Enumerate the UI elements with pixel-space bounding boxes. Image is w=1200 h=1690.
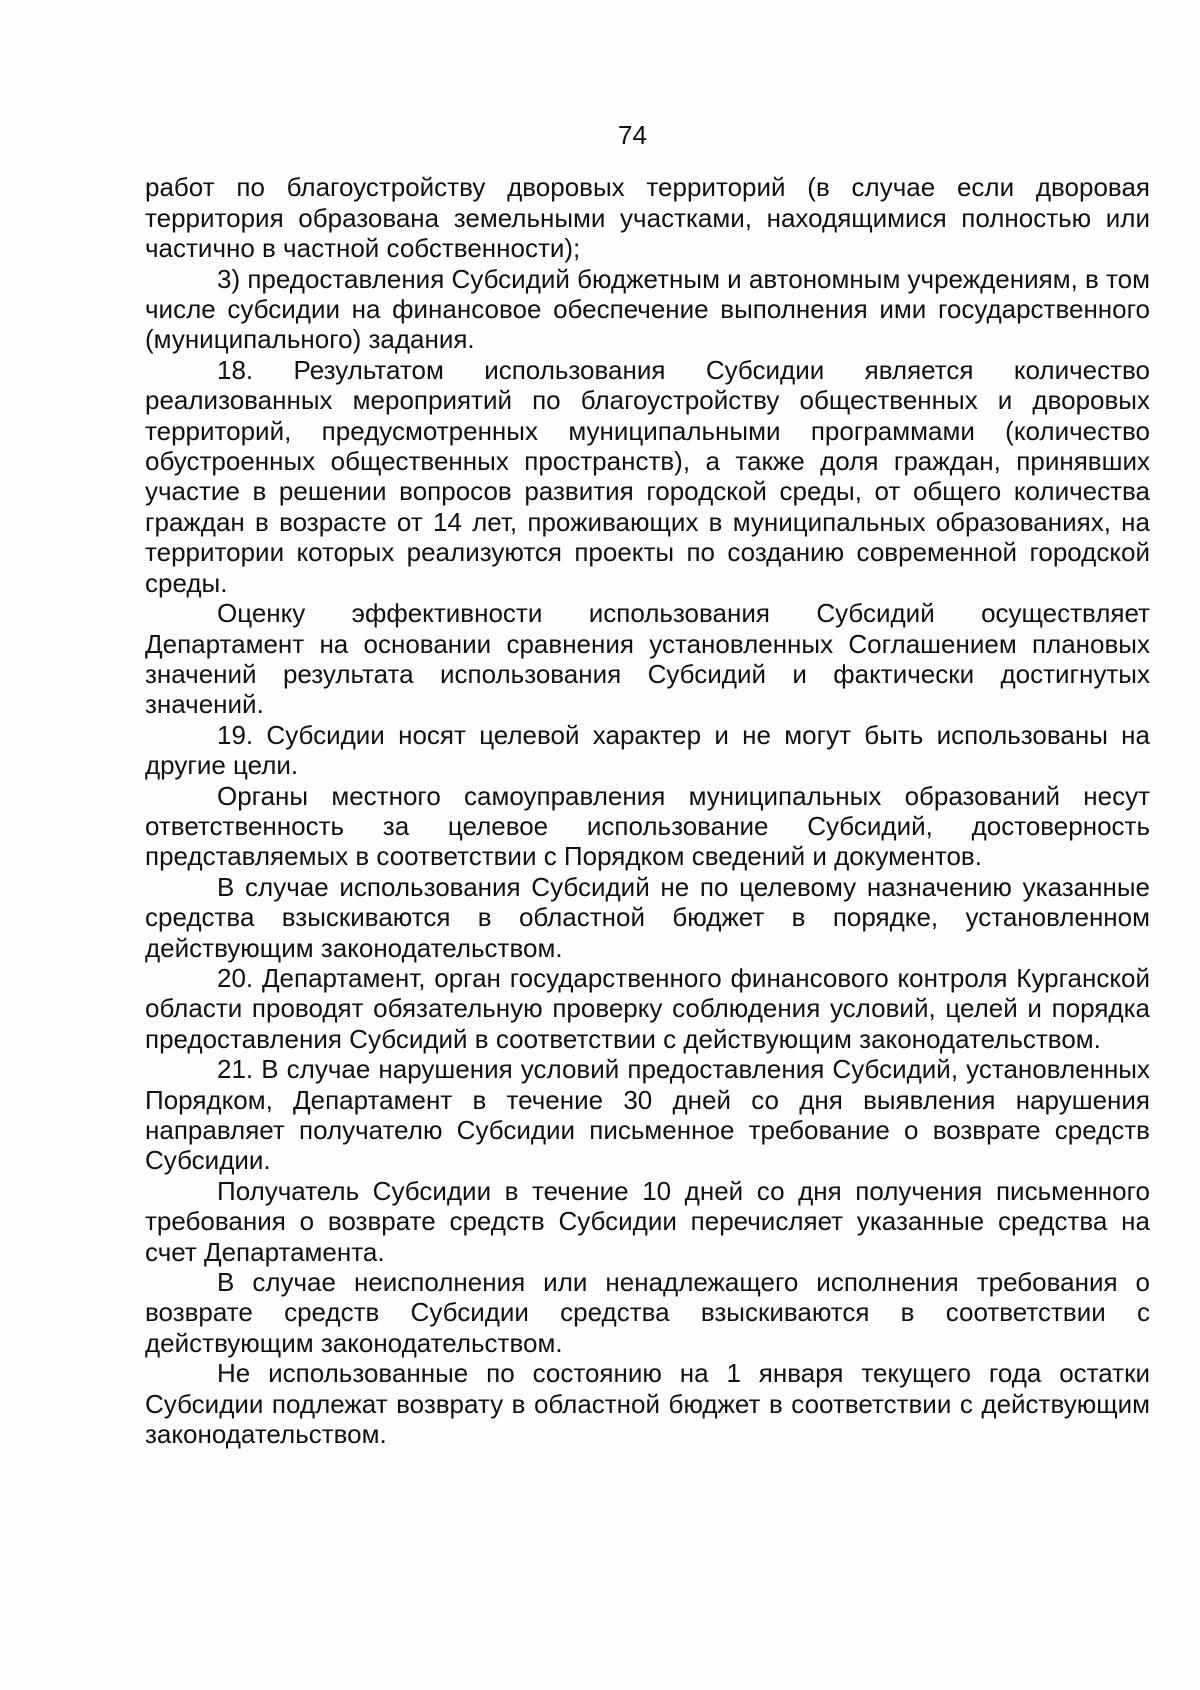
paragraph-evaluation: Оценку эффективности использования Субсидий осуществляет Департамент на основании сравнения установленных Соглашением плановых значений результата использования Субсидий и фактически достигнутых значений.	[145, 598, 1150, 720]
paragraph-unused-balances: Не использованные по состоянию на 1 января текущего года остатки Субсидии подлежат возврату в областной бюджет в соответствии с действующим законодательством.	[145, 1358, 1150, 1450]
paragraph-responsibility: Органы местного самоуправления муниципальных образований несут ответственность за целевое использование Субсидий, достоверность представляемых в соответствии с Порядком сведений и документов.	[145, 780, 1150, 872]
paragraph-18: 18. Результатом использования Субсидии является количество реализованных мероприятий по благоустройству общественных и дворовых территорий, предусмотренных муниципальными программами (количество обустроенных общественных пространств), а также доля граждан, принявших участие в решении вопросов развития городской среды, от общего количества граждан в возрасте от 14 лет, проживающих в муниципальных образованиях, на территории которых реализуются проекты по созданию современной городской среды.	[145, 354, 1150, 598]
page-number: 74	[618, 120, 647, 150]
paragraph-refund: Получатель Субсидии в течение 10 дней со дня получения письменного требования о возврате средств Субсидии перечисляет указанные средства на счет Департамента.	[145, 1175, 1150, 1267]
paragraph-21: 21. В случае нарушения условий предоставления Субсидий, установленных Порядком, Департамент в течение 30 дней со дня выявления нарушения направляет получателю Субсидии письменное требование о возврате средств Субсидии.	[145, 1054, 1150, 1176]
paragraph-20: 20. Департамент, орган государственного финансового контроля Курганской области проводят обязательную проверку соблюдения условий, целей и порядка предоставления Субсидий в соответствии с действующим законодательством.	[145, 962, 1150, 1054]
document-page	[145, 120, 1150, 1449]
paragraph-misuse: В случае использования Субсидий не по целевому назначению указанные средства взыскиваются в областной бюджет в порядке, установленном действующим законодательством.	[145, 871, 1150, 963]
paragraph-item-3: 3) предоставления Субсидий бюджетным и автономным учреждениям, в том числе субсидии на финансовое обеспечение выполнения ими государственного (муниципального) задания.	[145, 263, 1151, 355]
paragraph-19: 19. Субсидии носят целевой характер и не могут быть использованы на другие цели.	[145, 719, 1150, 781]
paragraph-recovery: В случае неисполнения или ненадлежащего исполнения требования о возврате средств Субсидии средства взыскиваются в соответствии с действующим законодательством.	[145, 1267, 1150, 1358]
paragraph-continuation: работ по благоустройству дворовых территорий (в случае если дворовая территория образована земельными участками, находящимися полностью или частично в частной собственности);	[145, 172, 1150, 264]
